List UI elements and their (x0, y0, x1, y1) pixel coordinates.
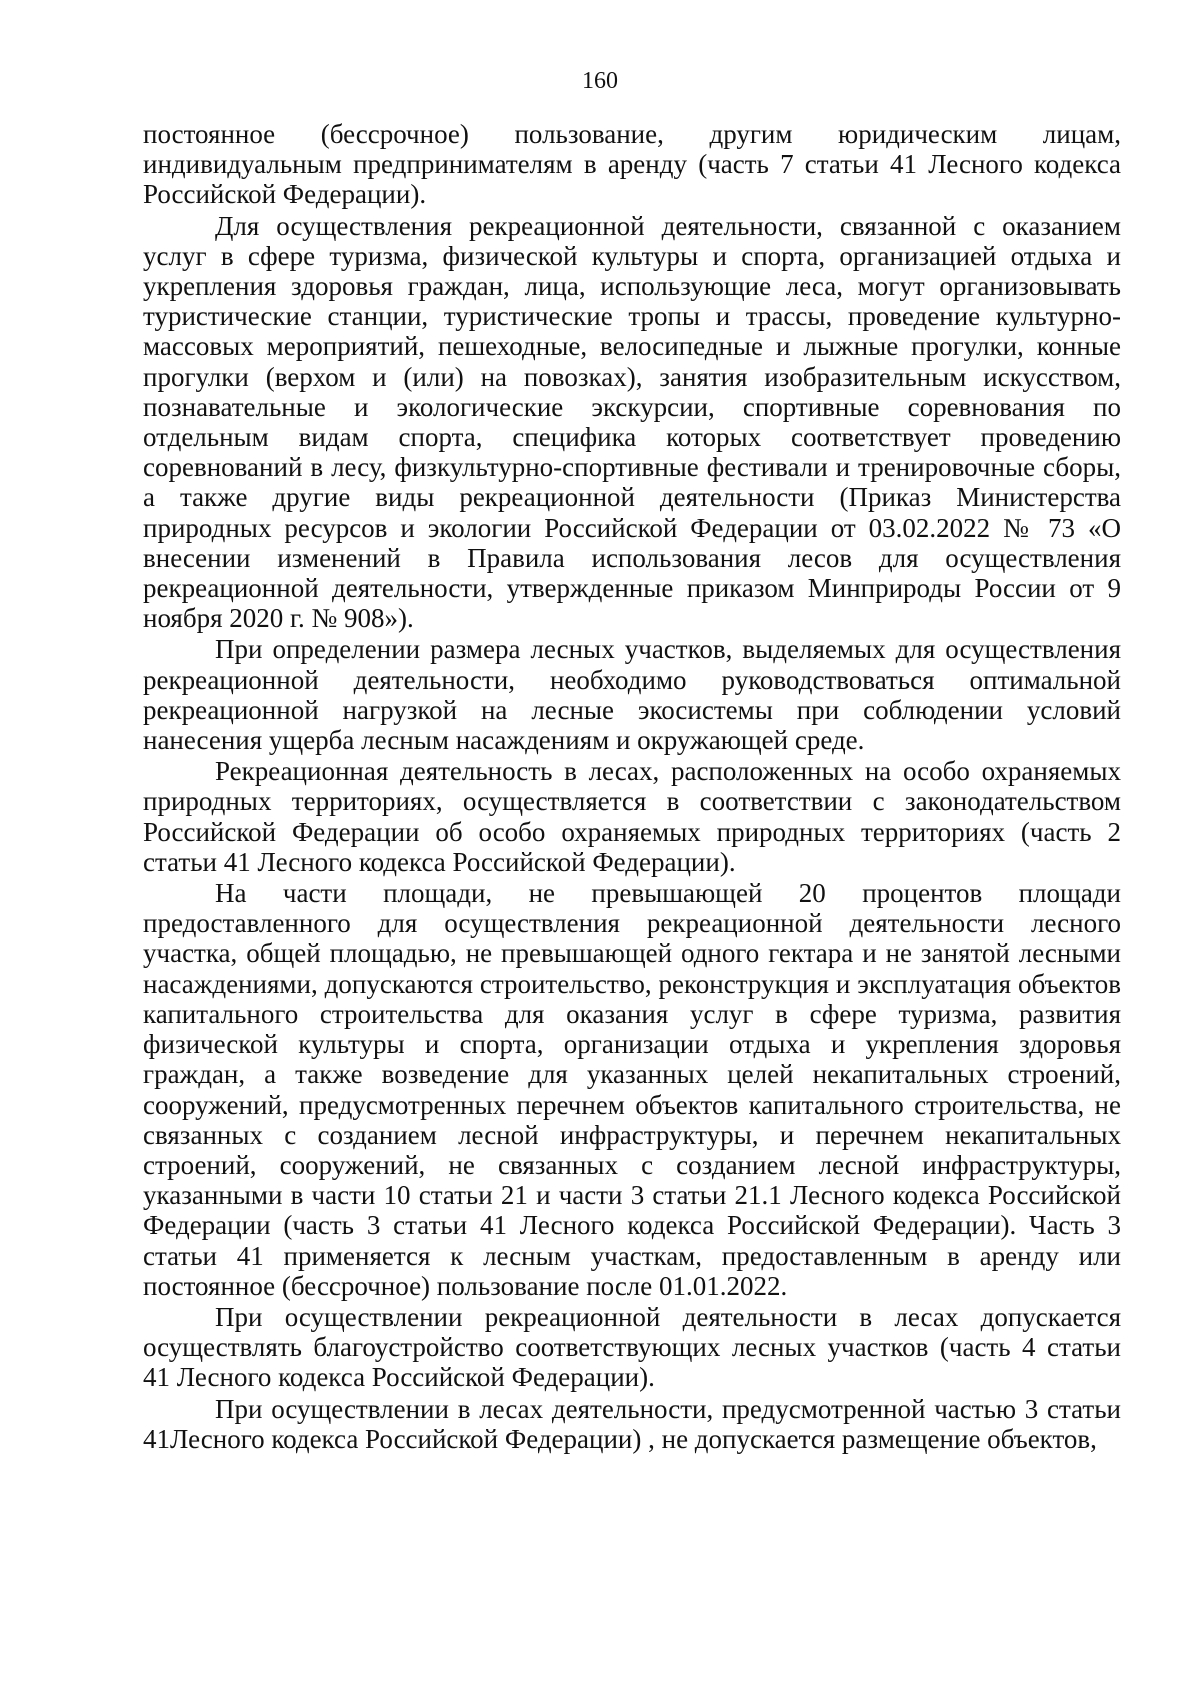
paragraph: Для осуществления рекреационной деятельности, связанной с оказанием услуг в сфере туризма, физической культуры и спорта, организацией отдыха и укрепления здоровья граждан, лица, использующие леса, могут организовывать туристические станции, туристические тропы и трассы, проведение культурно-массовых мероприятий, пешеходные, велосипедные и лыжные прогулки, конные прогулки (верхом и (или) на повозках), занятия изобразительным искусством, познавательные и экологические экскурсии, спортивные соревнования по отдельным видам спорта, специфика которых соответствует проведению соревнований в лесу, физкультурно-спортивные фестивали и тренировочные сборы, а также другие виды рекреационной деятельности (Приказ Министерства природных ресурсов и экологии Российской Федерации от 03.02.2022 № 73 «О внесении изменений в Правила использования лесов для осуществления рекреационной деятельности, утвержденные приказом Минприроды России от 9 ноября 2020 г. № 908»). (143, 210, 1121, 634)
page-number: 160 (582, 68, 618, 94)
paragraph: На части площади, не превышающей 20 процентов площади предоставленного для осуществления рекреационной деятельности лесного участка, общей площадью, не превышающей одного гектара и не занятой лесными насаждениями, допускаются строительство, реконструкция и эксплуатация объектов капитального строительства для оказания услуг в сфере туризма, развития физической культуры и спорта, организации отдыха и укрепления здоровья граждан, а также возведение для указанных целей некапитальных строений, сооружений, предусмотренных перечнем объектов капитального строительства, не связанных с созданием лесной инфраструктуры, и перечнем некапитальных строений, сооружений, не связанных с созданием лесной инфраструктуры, указанными в части 10 статьи 21 и части 3 статьи 21.1 Лесного кодекса Российской Федерации (часть 3 статьи 41 Лесного кодекса Российской Федерации). Часть 3 статьи 41 применяется к лесным участкам, предоставленным в аренду или постоянное (бессрочное) пользование после 01.01.2022. (143, 878, 1121, 1301)
paragraph: постоянное (бессрочное) пользование, другим юридическим лицам, индивидуальным предпринимателям в аренду (часть 7 статьи 41 Лесного кодекса Российской Федерации). (143, 119, 1121, 210)
paragraph: Рекреационная деятельность в лесах, расположенных на особо охраняемых природных территориях, осуществляется в соответствии с законодательством Российской Федерации об особо охраняемых природных территориях (часть 2 статьи 41 Лесного кодекса Российской Федерации). (143, 756, 1121, 877)
paragraph: При осуществлении в лесах деятельности, предусмотренной частью 3 статьи 41Лесного кодекса Российской Федерации) , не допускается размещение объектов, (143, 1393, 1121, 1454)
paragraph: При определении размера лесных участков, выделяемых для осуществления рекреационной деятельности, необходимо руководствоваться оптимальной рекреационной нагрузкой на лесные экосистемы при соблюдении условий нанесения ущерба лесным насаждениям и окружающей среде. (143, 634, 1121, 756)
paragraph: При осуществлении рекреационной деятельности в лесах допускается осуществлять благоустройство соответствующих лесных участков (часть 4 статьи 41 Лесного кодекса Российской Федерации). (143, 1301, 1121, 1393)
document-body (143, 119, 1121, 1454)
